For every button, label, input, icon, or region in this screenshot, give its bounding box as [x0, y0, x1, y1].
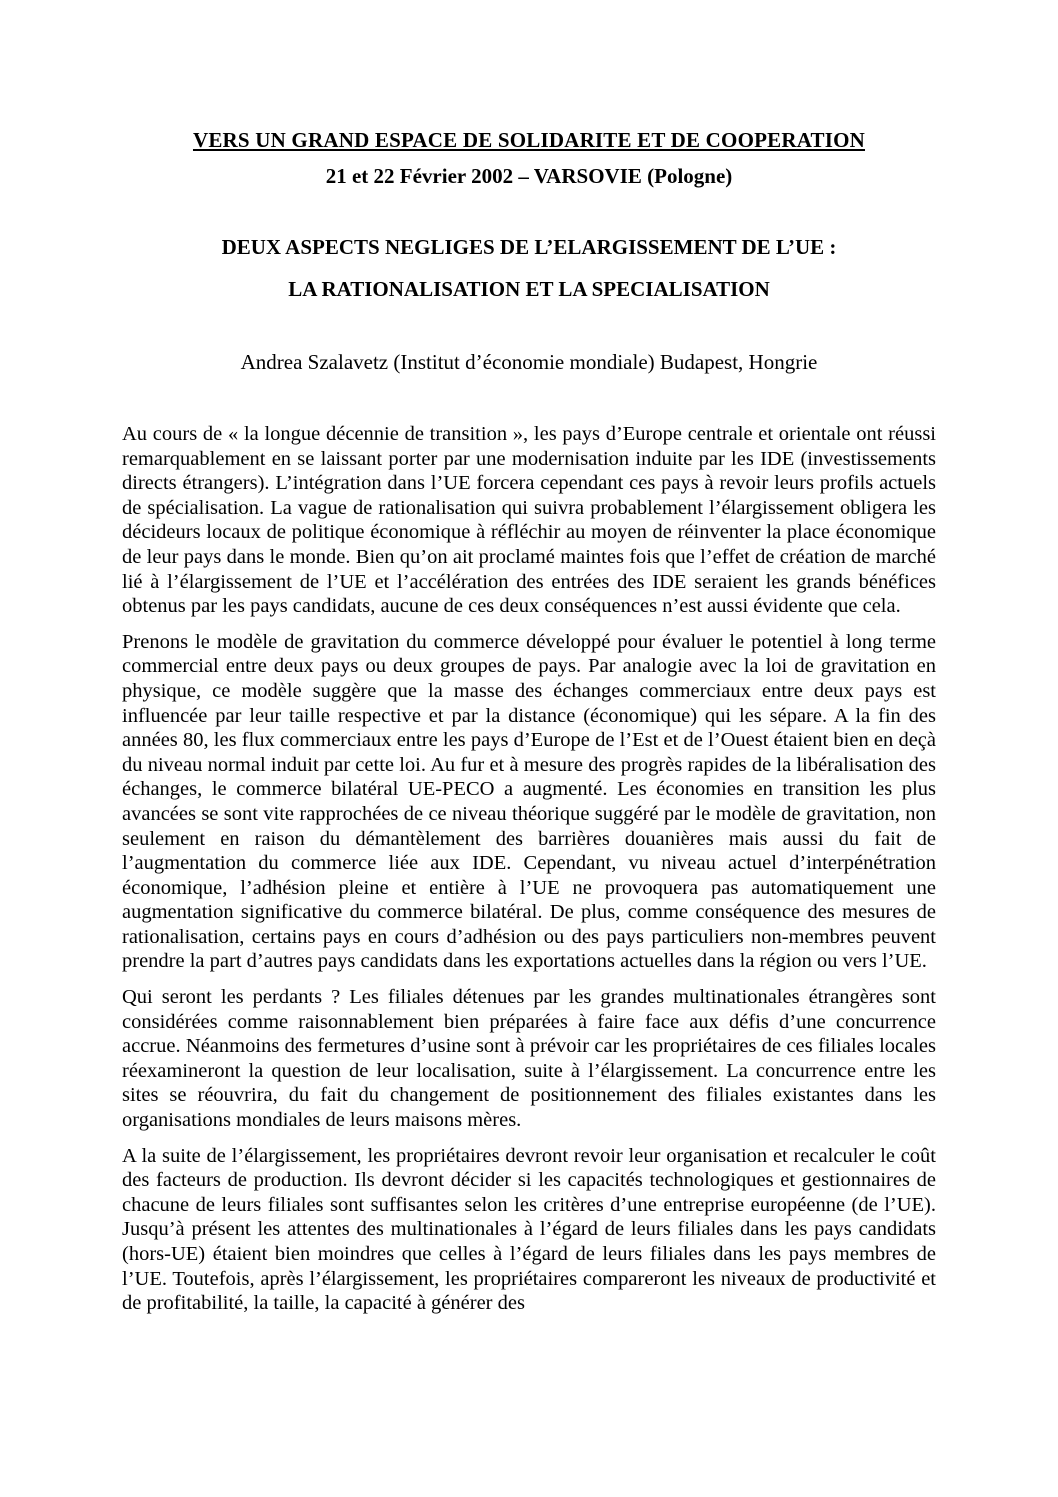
- document-subtitle: 21 et 22 Février 2002 – VARSOVIE (Pologne): [325, 164, 733, 188]
- author-line: Andrea Szalavetz (Institut d’économie mondiale) Budapest, Hongrie: [240, 350, 818, 374]
- body-paragraph-1: Au cours de « la longue décennie de transition », les pays d’Europe centrale et orientale ont réussi remarquablement en se laissant porter par une modernisation induite par les IDE (investissements directs étrangers). L’intégration dans l’UE forcera cependant ces pays à revoir leurs profils actuels de spécialisation. La vague de rationalisation qui suivra probablement l’élargissement obligera les décideurs locaux de politique économique à réfléchir au moyen de réinventer la place économique de leur pays dans le monde. Bien qu’on ait proclamé maintes fois que l’effet de création de marché lié à l’élargissement de l’UE et l’accélération des entrées des IDE seraient les grands bénéfices obtenus par les pays candidats, aucune de ces deux conséquences n’est aussi évidente que cela.: [122, 423, 936, 618]
- heading-line-2: LA RATIONALISATION ET LA SPECIALISATION: [288, 277, 770, 301]
- body-paragraph-3: Qui seront les perdants ? Les filiales détenues par les grandes multinationales étrangères sont considérées comme raisonnablement bien préparées à faire face aux défis d’une concurrence accrue. Néanmoins des fermetures d’usine sont à prévoir car les propriétaires de ces filiales locales réexamineront la question de leur localisation, suite à l’élargissement. La concurrence entre les sites se réouvrira, du fait du changement de positionnement des filiales existantes dans les organisations mondiales de leurs maisons mères.: [122, 986, 936, 1132]
- document-title: VERS UN GRAND ESPACE DE SOLIDARITE ET DE COOPERATION: [192, 128, 865, 152]
- heading-line-1: DEUX ASPECTS NEGLIGES DE L’ELARGISSEMENT DE L’UE :: [221, 235, 837, 259]
- body-paragraph-2: Prenons le modèle de gravitation du commerce développé pour évaluer le potentiel à long terme commercial entre deux pays ou deux groupes de pays. Par analogie avec la loi de gravitation en physique, ce modèle suggère que la masse des échanges commerciaux entre deux pays est influencée par leur taille respective et par la distance (économique) qui les sépare. A la fin des années 80, les flux commerciaux entre les pays d’Europe de l’Est et de l’Ouest étaient bien en deçà du niveau normal induit par cette loi. Au fur et à mesure des progrès rapides de la libéralisation des échanges, le commerce bilatéral UE-PECO a augmenté. Les économies en transition les plus avancées se sont vite rapprochées de ce niveau théorique suggéré par le modèle de gravitation, non seulement en raison du démantèlement des barrières douanières mais aussi du fait de l’augmentation du commerce liée aux IDE. Cependant, vu niveau actuel d’interpénétration économique, l’adhésion pleine et entière à l’UE ne provoquera pas automatiquement une augmentation significative du commerce bilatéral. De plus, comme conséquence des mesures de rationalisation, certains pays en cours d’adhésion ou des pays particuliers non-membres peuvent prendre la part d’autres pays candidats dans les exportations actuelles dans la région ou vers l’UE.: [122, 630, 936, 973]
- body-paragraph-4: A la suite de l’élargissement, les propriétaires devront revoir leur organisation et recalculer le coût des facteurs de production. Ils devront décider si les capacités technologiques et gestionnaires de chacune de leurs filiales sont suffisantes selon les critères d’une entreprise européenne (de l’UE). Jusqu’à présent les attentes des multinationales à l’égard de leurs filiales dans les pays candidats (hors-UE) étaient bien moindres que celles à l’égard de leurs filiales dans les pays membres de l’UE. Toutefois, après l’élargissement, les propriétaires compareront les niveaux de productivité et de profitabilité, la taille, la capacité à générer des: [122, 1144, 936, 1315]
- document-body: [122, 422, 936, 1316]
